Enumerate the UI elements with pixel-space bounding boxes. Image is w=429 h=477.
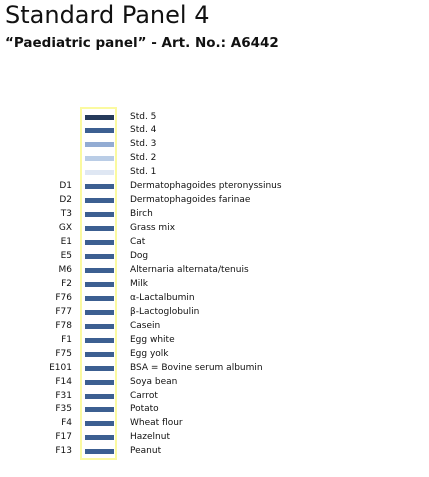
- allergen-label: Carrot: [130, 390, 158, 401]
- allergen-label: Alternaria alternata/tenuis: [130, 264, 249, 275]
- allergen-label: Dermatophagoides pteronyssinus: [130, 181, 282, 192]
- allergen-label: Std. 1: [130, 167, 157, 178]
- allergen-code: M6: [58, 264, 72, 275]
- allergen-label: Potato: [130, 404, 159, 415]
- strip-band: [85, 352, 114, 357]
- strip-row: [0, 193, 429, 207]
- allergen-code: F2: [61, 278, 72, 289]
- allergen-label: Std. 4: [130, 125, 157, 136]
- strip-band: [85, 128, 114, 133]
- allergen-label: Milk: [130, 278, 148, 289]
- strip-row: [0, 179, 429, 193]
- allergen-label: Egg white: [130, 334, 175, 345]
- allergen-code: F31: [55, 390, 72, 401]
- allergen-label: Std. 5: [130, 111, 157, 122]
- strip-band: [85, 184, 114, 189]
- strip-row: [0, 207, 429, 221]
- strip-row: [0, 221, 429, 235]
- allergen-code: F77: [55, 306, 72, 317]
- allergen-label: Dog: [130, 251, 149, 261]
- strip-row: [0, 137, 429, 151]
- allergen-label: BSA = Bovine serum albumin: [130, 362, 263, 373]
- allergen-label: Wheat flour: [130, 418, 183, 429]
- strip-row: [0, 416, 429, 430]
- allergen-label: Egg yolk: [130, 348, 169, 359]
- strip-band: [85, 338, 114, 343]
- strip-row: [0, 305, 429, 319]
- allergen-code: F4: [61, 418, 72, 429]
- strip-band: [85, 268, 114, 273]
- allergen-code: T3: [60, 209, 72, 220]
- strip-row: [0, 402, 429, 416]
- allergen-code: F78: [55, 320, 72, 331]
- allergen-label: Peanut: [130, 446, 162, 457]
- strip-band: [85, 394, 114, 399]
- allergen-label: Birch: [130, 209, 153, 220]
- allergen-label: Std. 2: [130, 153, 157, 164]
- strip-row: [0, 444, 429, 458]
- allergen-code: F17: [55, 432, 72, 443]
- strip-band: [85, 435, 114, 440]
- allergen-code: F75: [55, 348, 72, 359]
- allergen-code: D2: [59, 195, 72, 206]
- strip-row: [0, 389, 429, 403]
- strip-band: [85, 142, 114, 147]
- strip-row: [0, 361, 429, 375]
- allergen-label: Soya bean: [130, 376, 178, 387]
- strip-band: [85, 310, 114, 315]
- strip-band: [85, 156, 114, 161]
- allergen-label: β-Lactoglobulin: [130, 306, 200, 317]
- allergen-code: E101: [49, 362, 72, 373]
- strip-row: [0, 347, 429, 361]
- allergen-label: Casein: [130, 320, 161, 331]
- strip-band: [85, 324, 114, 329]
- strip-row: [0, 151, 429, 165]
- strip-row: [0, 277, 429, 291]
- strip-band: [85, 282, 114, 287]
- allergen-code: F35: [55, 404, 72, 415]
- strip-band: [85, 407, 114, 412]
- allergen-code: E5: [60, 251, 72, 261]
- strip-band: [85, 212, 114, 217]
- allergen-label: Hazelnut: [130, 432, 170, 443]
- allergen-label: α-Lactalbumin: [130, 292, 195, 303]
- strip-row: [0, 319, 429, 333]
- allergen-label: Std. 3: [130, 139, 157, 150]
- strip-band: [85, 421, 114, 426]
- strip-band: [85, 296, 114, 301]
- allergen-code: F13: [55, 446, 72, 457]
- allergen-label: Grass mix: [130, 223, 176, 234]
- strip-row: [0, 235, 429, 249]
- allergen-code: D1: [59, 181, 72, 192]
- strip-row: [0, 123, 429, 137]
- strip-row: [0, 430, 429, 444]
- strip-band: [85, 115, 114, 120]
- strip-band: [85, 198, 114, 203]
- strip-row: [0, 165, 429, 179]
- strip-band: [85, 226, 114, 231]
- strip-row: [0, 333, 429, 347]
- strip-band: [85, 170, 114, 175]
- strip-band: [85, 449, 114, 454]
- strip-row: [0, 263, 429, 277]
- allergen-code: GX: [58, 223, 72, 234]
- allergen-label: Cat: [130, 237, 146, 248]
- strip-band: [85, 366, 114, 371]
- strip-row: [0, 375, 429, 389]
- allergen-label: Dermatophagoides farinae: [130, 195, 251, 206]
- strip-row: [0, 249, 429, 263]
- strip-band: [85, 254, 114, 259]
- page-subtitle: “Paediatric panel” - Art. No.: A6442: [5, 35, 279, 51]
- strip-band: [85, 380, 114, 385]
- strip-row: [0, 291, 429, 305]
- page-title: Standard Panel 4: [5, 1, 210, 29]
- strip-row: [0, 110, 429, 124]
- allergen-code: F1: [61, 334, 72, 345]
- allergen-code: E1: [60, 237, 72, 248]
- allergen-code: F14: [55, 376, 72, 387]
- strip-band: [85, 240, 114, 245]
- allergen-code: F76: [55, 292, 72, 303]
